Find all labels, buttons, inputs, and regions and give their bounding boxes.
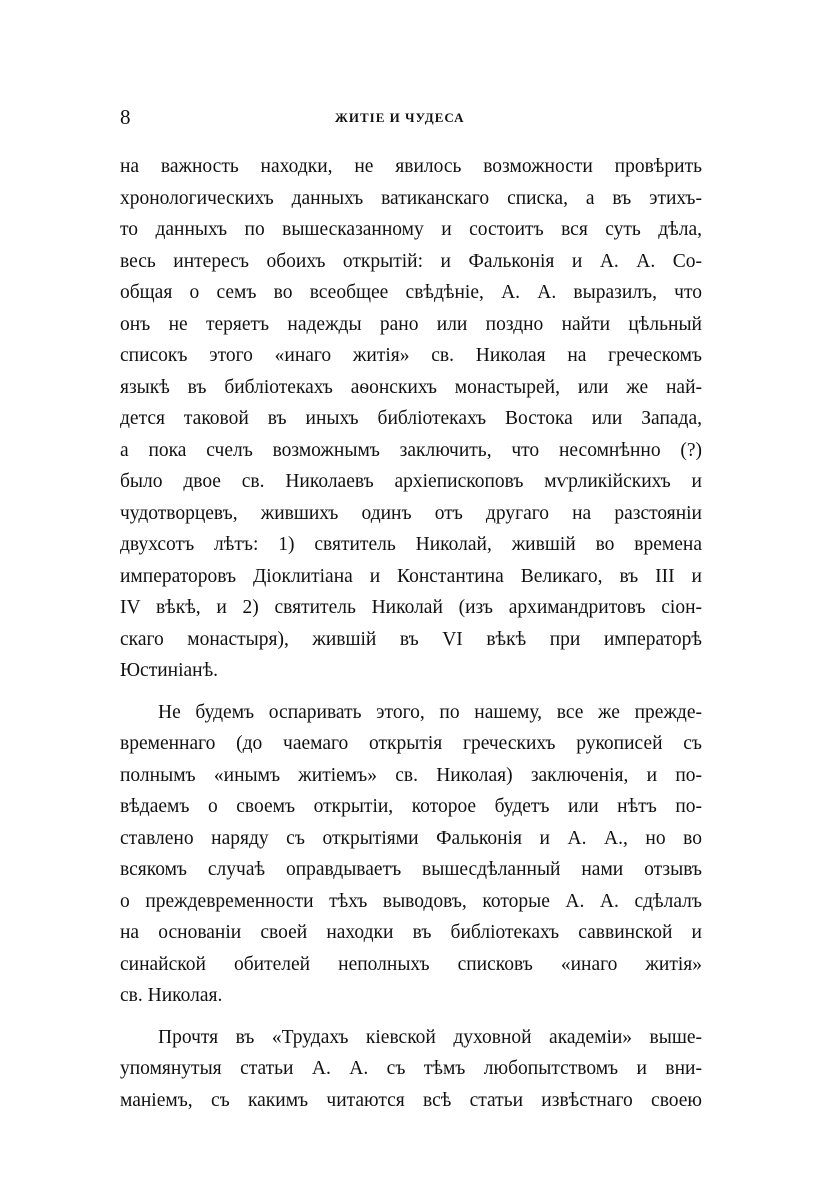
text-line: общая о семъ во всеобщее свѣдѣніе, А. А. выразилъ, что [120, 282, 702, 303]
text-line: на важность находки, не явилось возможности провѣрить [120, 156, 702, 177]
text-line: чудотворцевъ, жившихъ одинъ отъ другаго на разстояніи [120, 502, 702, 524]
text-line: то данныхъ по вышесказанному и состоитъ вся суть дѣла, [120, 219, 702, 240]
paragraph-gap [120, 687, 702, 697]
text-line: Не будемъ оспаривать этого, по нашему, все же прежде- [158, 701, 702, 723]
text-line: временнаго (до чаемаго открытія греческихъ рукописей съ [120, 733, 702, 754]
running-head: ЖИТІЕ И ЧУДЕСА [335, 110, 465, 125]
page-number: 8 [120, 105, 131, 129]
text-line: на основаніи своей находки въ библіотекахъ саввинской и [120, 922, 702, 943]
text-line: упомянутыя статьи А. А. съ тѣмъ любопытствомъ и вни- [120, 1058, 702, 1079]
text-line: св. Николая. [120, 985, 223, 1006]
body-text [120, 151, 702, 1116]
text-line: синайской обителей неполныхъ списковъ «инаго житія» [120, 953, 702, 975]
text-line: дется таковой въ иныхъ библіотекахъ Востока или Запада, [120, 408, 702, 429]
text-line: IV вѣкѣ, и 2) святитель Николай (изъ архимандритовъ сіон- [120, 597, 702, 618]
text-line: Прочтя въ «Трудахъ кіевской духовной академіи» выше- [158, 1026, 702, 1048]
page-header [120, 103, 702, 131]
text-line: о преждевременности тѣхъ выводовъ, которые А. А. сдѣлалъ [120, 890, 702, 912]
text-line: вѣдаемъ о своемъ открытіи, которое будетъ или нѣтъ по- [120, 796, 702, 817]
text-line: Юстиніанѣ. [120, 660, 219, 681]
text-line: полнымъ «инымъ житіемъ» св. Николая) заключенія, и по- [120, 764, 702, 786]
text-line: было двое св. Николаевъ архіепископовъ мѵрликійскихъ и [120, 471, 702, 492]
paragraph-gap [120, 1012, 702, 1022]
text-line: маніемъ, съ какимъ читаются всѣ статьи извѣстнаго своею [120, 1089, 702, 1111]
text-line: языкѣ въ библіотекахъ аѳонскихъ монастырей, или же най- [120, 376, 702, 398]
text-line: весь интересъ обоихъ открытій: и Фальконія и А. А. Со- [120, 250, 702, 272]
text-line: онъ не теряетъ надежды рано или поздно найти цѣльный [120, 313, 702, 335]
text-line: ставлено наряду съ открытіями Фальконія и А. А., но во [120, 827, 702, 849]
text-line: двухсотъ лѣтъ: 1) святитель Николай, жившій во времена [120, 534, 702, 555]
text-line: всякомъ случаѣ оправдываетъ вышесдѣланный нами отзывъ [120, 859, 702, 880]
text-line: списокъ этого «инаго житія» св. Николая на греческомъ [120, 345, 702, 366]
text-line: хронологическихъ данныхъ ватиканскаго списка, а въ этихъ- [120, 187, 702, 209]
text-line: императоровъ Діоклитіана и Константина Великаго, въ III и [120, 565, 702, 587]
text-line: а пока счелъ возможнымъ заключить, что несомнѣнно (?) [120, 439, 702, 461]
text-line: скаго монастыря), жившій въ VI вѣкѣ при императорѣ [120, 628, 702, 650]
